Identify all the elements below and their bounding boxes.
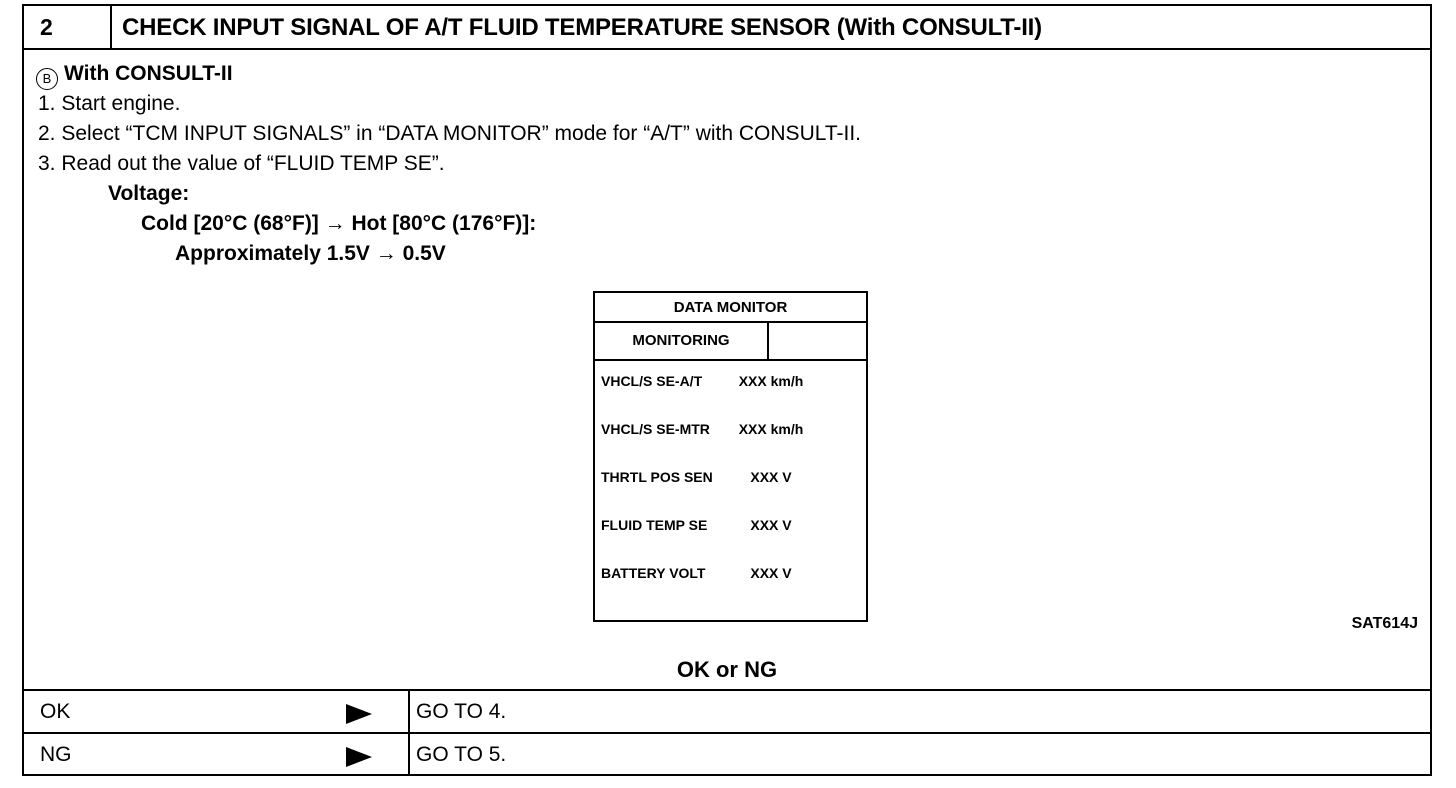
procedure-step: 3. Read out the value of “FLUID TEMP SE”. xyxy=(38,152,445,175)
monitor-item-value: XXX V xyxy=(750,565,792,581)
result-divider xyxy=(408,691,410,732)
data-monitor-screen xyxy=(593,291,868,622)
result-action: GO TO 5. xyxy=(416,743,507,766)
step-title: CHECK INPUT SIGNAL OF A/T FLUID TEMPERATURE SENSOR (With CONSULT-II) xyxy=(122,14,1042,41)
step-number: 2 xyxy=(24,6,112,48)
step-header xyxy=(24,6,1430,50)
consult-ii-icon: B xyxy=(36,68,58,90)
monitor-row xyxy=(601,513,863,537)
monitor-row xyxy=(601,417,863,441)
result-condition: NG xyxy=(40,743,72,766)
monitor-item-value: XXX km/h xyxy=(738,421,804,437)
monitor-item-value: XXX V xyxy=(750,517,792,533)
figure-code: SAT614J xyxy=(1351,615,1418,632)
result-row-ng xyxy=(24,732,1430,775)
monitoring-label: MONITORING xyxy=(595,323,769,359)
spec-label: Voltage: xyxy=(108,182,190,205)
monitor-item-label: VHCL/S SE-MTR xyxy=(601,421,710,437)
monitor-item-value: XXX km/h xyxy=(738,373,804,389)
procedure-step: 2. Select “TCM INPUT SIGNALS” in “DATA MONITOR” mode for “A/T” with CONSULT-II. xyxy=(38,122,862,145)
monitor-item-value: XXX V xyxy=(750,469,792,485)
monitor-divider xyxy=(595,359,866,361)
step-body xyxy=(24,50,1430,690)
monitor-row xyxy=(601,465,863,489)
result-row-ok xyxy=(24,689,1430,732)
procedure-frame xyxy=(22,4,1432,776)
monitor-row xyxy=(601,561,863,585)
spec-value: Approximately 1.5V → 0.5V xyxy=(175,242,446,265)
monitor-item-label: THRTL POS SEN xyxy=(601,469,713,485)
monitor-item-label: BATTERY VOLT xyxy=(601,565,706,581)
spec-condition: Cold [20°C (68°F)] → Hot [80°C (176°F)]: xyxy=(141,212,537,235)
decision-prompt: OK or NG xyxy=(676,657,778,682)
monitor-item-label: FLUID TEMP SE xyxy=(601,517,708,533)
result-condition: OK xyxy=(40,700,71,723)
result-action: GO TO 4. xyxy=(416,700,507,723)
play-arrow-icon xyxy=(346,704,372,724)
with-consult-label: With CONSULT-II xyxy=(64,62,233,85)
monitor-item-label: VHCL/S SE-A/T xyxy=(601,373,703,389)
data-monitor-title: DATA MONITOR xyxy=(595,293,866,323)
result-divider xyxy=(408,734,410,775)
monitor-row xyxy=(601,369,863,393)
with-consult-line xyxy=(36,60,233,90)
procedure-step: 1. Start engine. xyxy=(38,92,181,115)
play-arrow-icon xyxy=(346,747,372,767)
